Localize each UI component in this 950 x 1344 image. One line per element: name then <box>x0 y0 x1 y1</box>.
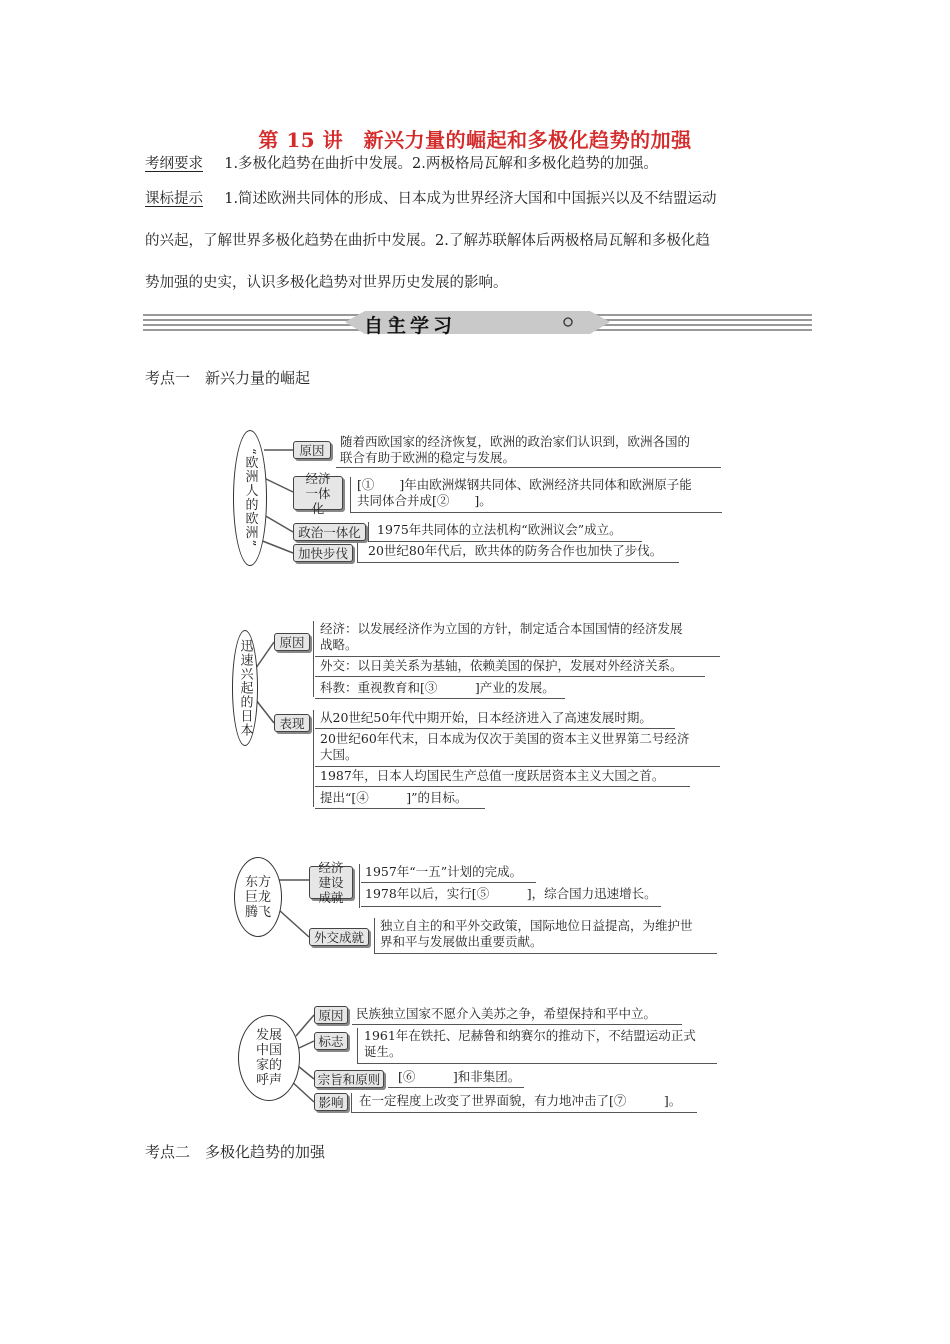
kebiao-text-line1: 1.简述欧洲共同体的形成、日本成为世界经济大国和中国振兴以及不结盟运动 <box>224 191 717 207</box>
europe-reason-line2: 联合有助于欧洲的稳定与发展。 <box>340 450 516 465</box>
europe-econ-box: 经济一体化 <box>293 476 343 510</box>
nam-reason-text: 民族独立国家不愿介入美苏之争，希望保持和平中立。 <box>352 1006 682 1025</box>
japan-reason-item-3: 科教：重视教育和[③ ]产业的发展。 <box>315 680 565 699</box>
europe-econ-text <box>350 477 722 513</box>
japan-perf-item-2-line2: 大国。 <box>320 747 358 762</box>
japan-reason-item-1-line2: 战略。 <box>320 637 358 652</box>
banner-label: 自主学习 <box>363 315 456 337</box>
nam-center-oval <box>238 1015 300 1101</box>
japan-perf-box: 表现 <box>274 714 310 732</box>
kebiao-text-line3: 势加强的史实，认识多极化趋势对世界历史发展的影响。 <box>145 275 508 291</box>
japan-reason-item-1 <box>315 621 720 657</box>
china-dipl-line2: 界和平与发展做出重要贡献。 <box>380 934 543 949</box>
europe-politics-box: 政治一体化 <box>293 523 366 541</box>
japan-perf-item-4: 提出“[④ ]”的目标。 <box>315 790 485 809</box>
nam-reason-box: 原因 <box>314 1006 348 1024</box>
china-dipl-text <box>374 918 717 954</box>
japan-center-oval <box>232 630 258 746</box>
nam-impact-box: 影响 <box>314 1093 348 1111</box>
europe-reason-text <box>336 434 721 468</box>
kebiao-label: 课标提示 <box>145 191 203 207</box>
china-econ-item-2: 1978年以后，实行[⑤ ]，综合国力迅速增长。 <box>361 886 661 907</box>
kaodian2-heading: 考点二 多极化趋势的加强 <box>145 1143 326 1161</box>
china-econ-item-1: 1957年“一五”计划的完成。 <box>361 864 536 883</box>
japan-reason-item-1-line1: 经济：以发展经济作为立国的方针，制定适合本国国情的经济发展 <box>320 621 683 636</box>
europe-politics-text: 1975年共同体的立法机构“欧洲议会”成立。 <box>368 522 642 542</box>
europe-econ-line1: [① ]年由欧洲煤钢共同体、欧洲经济共同体和欧洲原子能 <box>357 477 692 492</box>
china-dipl-box: 外交成就 <box>309 928 369 946</box>
europe-reason-box: 原因 <box>293 441 331 459</box>
nam-center-label: 发展中国家的呼声 <box>255 1028 282 1088</box>
kaogang-label: 考纲要求 <box>145 156 203 172</box>
china-center-oval <box>234 857 282 937</box>
nam-sign-box: 标志 <box>314 1032 348 1050</box>
japan-perf-item-2-line1: 20世纪60年代末，日本成为仅次于美国的资本主义世界第二号经济 <box>320 731 690 746</box>
nam-sign-line2: 诞生。 <box>364 1044 402 1059</box>
nam-sign-text <box>357 1028 717 1064</box>
nam-principle-text: [⑥ ]和非集团。 <box>388 1069 524 1088</box>
japan-reason-box: 原因 <box>274 633 310 651</box>
kaodian1-heading: 考点一 新兴力量的崛起 <box>145 369 311 387</box>
japan-perf-item-3: 1987年，日本人均国民生产总值一度跃居资本主义大国之首。 <box>315 768 690 787</box>
europe-reason-line1: 随着西欧国家的经济恢复，欧洲的政治家们认识到，欧洲各国的 <box>340 434 691 449</box>
japan-reason-item-2: 外交：以日美关系为基轴，依赖美国的保护，发展对外经济关系。 <box>315 658 705 677</box>
europe-speedup-box: 加快步伐 <box>293 544 353 562</box>
kaogang-text: 1.多极化趋势在曲折中发展。2.两极格局瓦解和多极化趋势的加强。 <box>224 156 658 172</box>
china-dipl-line1: 独立自主的和平外交政策，国际地位日益提高，为维护世 <box>380 918 693 933</box>
europe-econ-line2: 共同体合并成[② ]。 <box>357 493 492 508</box>
page-title: 第 15 讲 新兴力量的崛起和多极化趋势的加强 <box>258 128 692 152</box>
japan-perf-item-1: 从20世纪50年代中期开始，日本经济进入了高速发展时期。 <box>315 710 675 729</box>
china-econ-box: 经济建设成就 <box>309 866 353 899</box>
europe-center-oval <box>233 430 267 566</box>
japan-perf-item-2 <box>315 731 720 767</box>
japan-center-label: 迅速兴起的日本 <box>237 639 253 737</box>
kebiao-text-line2: 的兴起，了解世界多极化趋势在曲折中发展。2.了解苏联解体后两极格局瓦解和多极化趋 <box>145 233 710 249</box>
nam-sign-line1: 1961年在铁托、尼赫鲁和纳赛尔的推动下，不结盟运动正式 <box>364 1028 696 1043</box>
europe-center-label: “欧洲人的欧洲” <box>242 448 258 548</box>
china-center-label: 东方巨龙腾飞 <box>244 874 271 920</box>
nam-principle-box: 宗旨和原则 <box>314 1070 384 1088</box>
europe-speedup-text: 20世纪80年代后，欧共体的防务合作也加快了步伐。 <box>357 543 679 563</box>
nam-impact-text: 在一定程度上改变了世界面貌，有力地冲击了[⑦ ]。 <box>351 1093 697 1113</box>
